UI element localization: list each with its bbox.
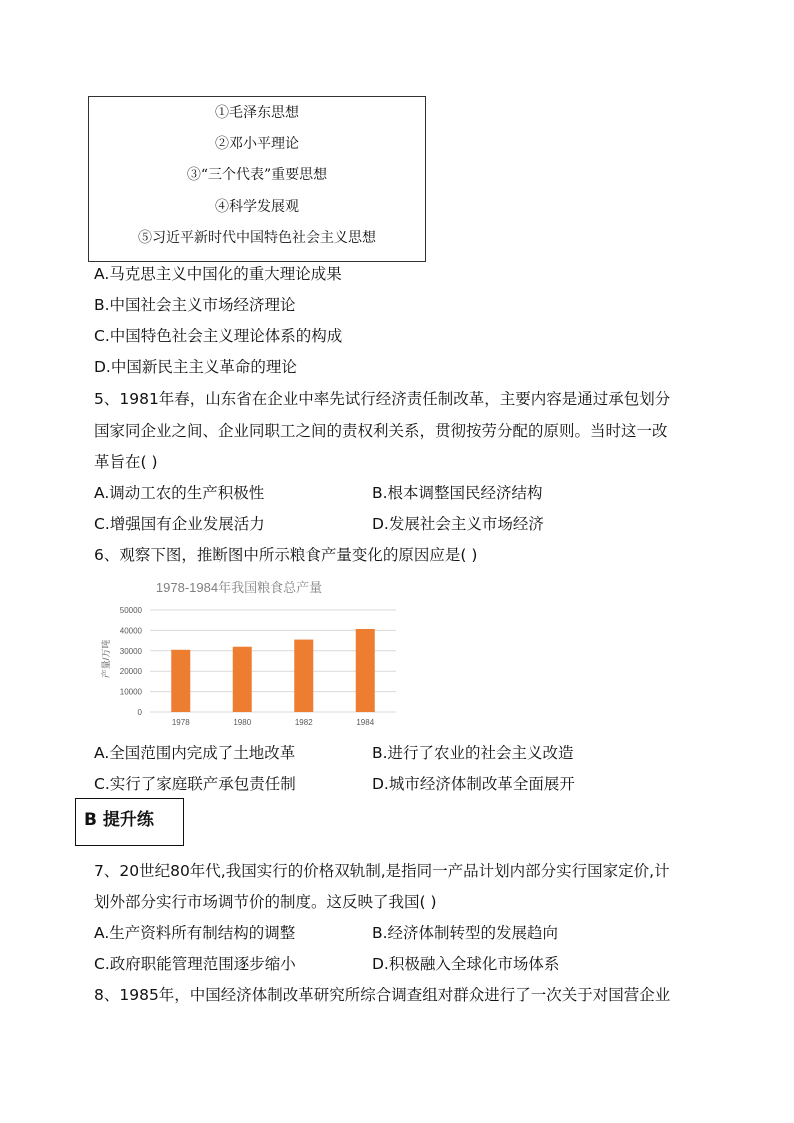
theory-list-box [88,96,426,262]
q6-option-b[interactable]: B.进行了农业的社会主义改造 [372,744,574,762]
q7-stem-line-2: 划外部分实行市场调节价的制度。这反映了我国( ) [94,893,437,911]
q5-option-d[interactable]: D.发展社会主义市场经济 [372,515,544,533]
q6-option-d[interactable]: D.城市经济体制改革全面展开 [372,775,575,793]
q4-option-b[interactable]: B.中国社会主义市场经济理论 [94,296,296,314]
chart-bar-1978 [171,650,190,712]
chart-bar-1980 [233,647,252,712]
chart-y-tick-label: 40000 [119,626,142,636]
q5-stem-line-3: 革旨在( ) [94,453,158,471]
q6-stem: 6、观察下图，推断图中所示粮食产量变化的原因应是( ) [94,546,478,564]
chart-y-tick-label: 20000 [119,667,142,677]
chart-bar-1984 [356,629,375,712]
q4-option-a[interactable]: A.马克思主义中国化的重大理论成果 [94,265,342,283]
theory-item-5: ⑤习近平新时代中国特色社会主义思想 [138,230,376,246]
q8-stem-line-1: 8、1985年，中国经济体制改革研究所综合调查组对群众进行了一次关于对国营企业 [94,986,671,1004]
grain-output-chart [96,572,406,732]
chart-y-tick-label: 0 [137,708,142,717]
section-b-heading: B 提升练 [84,810,154,830]
chart-x-tick-label: 1980 [233,718,252,727]
chart-bar-1982 [294,640,313,712]
q5-option-c[interactable]: C.增强国有企业发展活力 [94,515,265,533]
chart-x-ticks [172,718,375,727]
q6-option-c[interactable]: C.实行了家庭联产承包责任制 [94,775,296,793]
q6-option-a[interactable]: A.全国范围内完成了土地改革 [94,744,296,762]
q5-option-b[interactable]: B.根本调整国民经济结构 [372,484,543,502]
theory-item-4: ④科学发展观 [215,199,299,215]
q4-option-c[interactable]: C.中国特色社会主义理论体系的构成 [94,327,343,345]
chart-y-ticks [120,606,143,717]
chart-y-tick-label: 10000 [119,687,142,697]
theory-item-2: ②邓小平理论 [215,136,299,152]
theory-item-1: ①毛泽东思想 [215,105,299,121]
chart-x-tick-label: 1984 [356,718,375,727]
chart-y-axis-label: 产量/万吨 [101,639,111,679]
q7-option-d[interactable]: D.积极融入全球化市场体系 [372,955,560,973]
q7-option-b[interactable]: B.经济体制转型的发展趋向 [372,924,559,942]
chart-bars [171,629,375,712]
chart-x-tick-label: 1982 [294,718,313,727]
q5-stem-line-2: 国家同企业之间、企业同职工之间的责权利关系，贯彻按劳分配的原则。当时这一改 [94,422,668,440]
section-b-heading-box [75,798,184,846]
chart-title: 1978-1984年我国粮食总产量 [155,580,323,595]
q4-option-d[interactable]: D.中国新民主主义革命的理论 [94,358,297,376]
q5-stem-line-1: 5、1981年春，山东省在企业中率先试行经济责任制改革，主要内容是通过承包划分 [94,390,671,408]
theory-item-3: ③“三个代表”重要思想 [186,167,328,183]
q7-option-a[interactable]: A.生产资料所有制结构的调整 [94,924,296,942]
chart-y-tick-label: 30000 [119,646,142,656]
q5-option-a[interactable]: A.调动工农的生产积极性 [94,484,265,502]
chart-x-tick-label: 1978 [171,718,190,727]
chart-y-tick-label: 50000 [119,606,142,615]
q7-option-c[interactable]: C.政府职能管理范围逐步缩小 [94,955,296,973]
q7-stem-line-1: 7、20世纪80年代,我国实行的价格双轨制,是指同一产品计划内部分实行国家定价,计 [94,862,670,880]
